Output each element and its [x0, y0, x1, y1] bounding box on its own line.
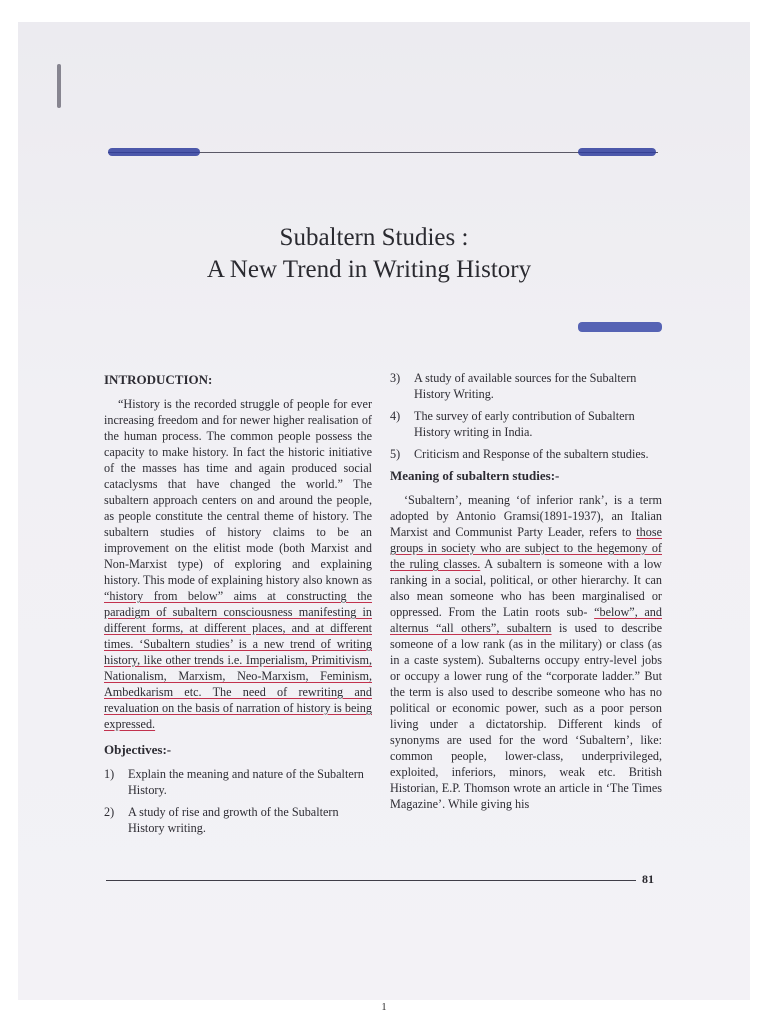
scanned-page [18, 22, 750, 1000]
list-item [390, 408, 662, 440]
introduction-underlined-text: “history from below” aims at constructing the paradigm of subaltern consciousness manifesting in different forms, at different places, and at different times. ‘Subaltern studies’ is a new trend of writing history, like other trends i.e. Imperialism, Primitivism, Nationalism, Marxism, Neo-Marxism, Feminism, Ambedkarism etc. The need of rewriting and revaluation on the basis of narration of history is being expressed. [104, 589, 372, 731]
objectives-list-right [390, 370, 662, 462]
meaning-underlined-2: “below”, and alternus “all others”, subaltern [390, 605, 662, 635]
item-number: 5) [390, 447, 401, 461]
page-number: 81 [642, 872, 654, 886]
meaning-heading: Meaning of subaltern studies:- [390, 468, 560, 483]
item-text: Criticism and Response of the subaltern studies. [414, 447, 649, 461]
chapter-title-line2: A New Trend in Writing History [206, 256, 532, 283]
item-text: A study of available sources for the Subaltern History Writing. [414, 371, 637, 401]
item-number: 3) [390, 371, 401, 385]
meaning-underlined-1: those groups in society who are subject to the hegemony of the ruling classes. [390, 525, 662, 571]
pen-mark [57, 64, 61, 108]
footer-rule [106, 880, 636, 881]
introduction-paragraph [104, 396, 372, 732]
item-text: Explain the meaning and nature of the Subaltern History. [128, 767, 364, 797]
meaning-text-a: ‘Subaltern’, meaning ‘of inferior rank’, is a term adopted by Antonio Gramsi(1891-1937), an Italian Marxist and Communist Party Leader, refers to [390, 493, 662, 539]
ink-scribble-right [578, 148, 656, 156]
objectives-list-left [104, 766, 372, 836]
ink-scribble-ornament [578, 322, 662, 332]
list-item [104, 804, 372, 836]
item-text: The survey of early contribution of Subaltern History writing in India. [414, 409, 635, 439]
item-number: 1) [104, 767, 115, 781]
meaning-text-b: A subaltern is someone with a low ranking in a social, political, or other hierarchy. It can also mean someone who has been marginalised or oppressed. From the Latin roots sub- [390, 557, 662, 619]
sheet-number: 1 [381, 1002, 387, 1013]
meaning-paragraph [390, 492, 662, 812]
right-column [390, 370, 662, 812]
item-number: 2) [104, 805, 115, 819]
introduction-heading: INTRODUCTION: [104, 372, 213, 387]
left-column [104, 372, 372, 842]
list-item [104, 766, 372, 798]
item-text: A study of rise and growth of the Subaltern History writing. [128, 805, 339, 835]
meaning-text-c: is used to describe someone of a low rank (as in the military) or class (as in a caste system). Subalterns occupy entry-level jobs or occupy a lower rung of the “corporate ladder.” But the term is also used to describe someone who has no political or economic power, such as a poor person living under a dictatorship. Different kinds of synonyms are used for the word ‘Subaltern’, like: common people, lower-class, underprivileged, exploited, inferiors, minors, weak etc. British Historian, E.P. Thomson wrote an article in ‘The Times Magazine’. While giving his [390, 621, 662, 811]
chapter-title-line1: Subaltern Studies : [279, 224, 469, 251]
list-item [390, 370, 662, 402]
ink-scribble-left [108, 148, 200, 156]
item-number: 4) [390, 409, 401, 423]
objectives-heading: Objectives:- [104, 742, 172, 757]
introduction-text: “History is the recorded struggle of people for ever increasing freedom and for newer higher realisation of the human process. The common people possess the capacity to make history. In fact the historic initiative of the masses has time and again produced social cataclysms that have changed the world.” The subaltern approach centers on and around the people, as people constitute the central theme of history. The subaltern studies of history claims to be an improvement on the elitist mode (both Marxist and Non-Marxist type) of exploring and explaining history. This mode of explaining history also known as [104, 397, 372, 587]
list-item [390, 446, 662, 462]
